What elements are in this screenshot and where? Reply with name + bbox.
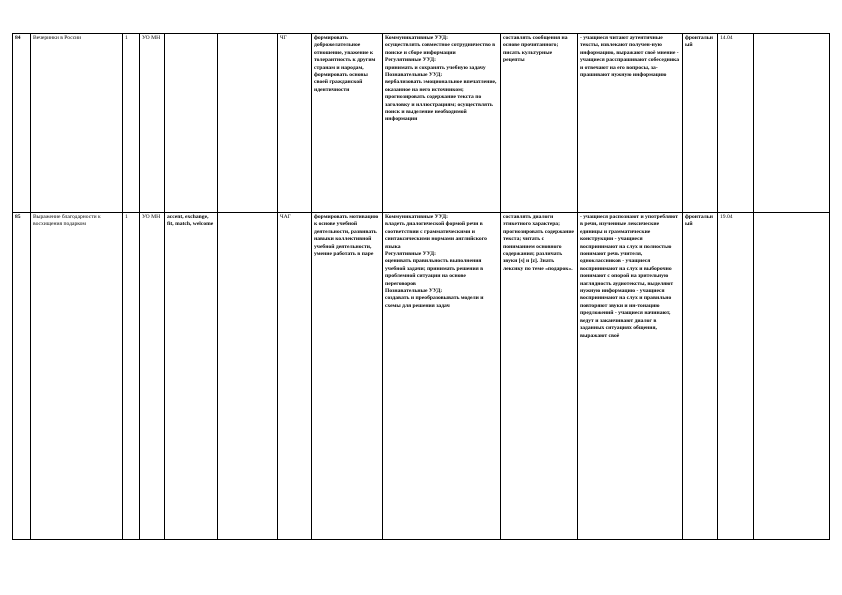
uud-text: оценивать правильность выполнения учебной задачи; принимать решения в проблемной ситуации на основе переговоров (385, 258, 484, 287)
uud-text: осуществлять совместное сотрудничество в поиске и сборе информации (385, 42, 496, 56)
grammar-cell (218, 34, 278, 213)
lesson-topic: Выражение благодарности к восхищения подарком (31, 213, 123, 540)
vocabulary-cell: accent, exchange, fit, match, welcome (165, 213, 218, 540)
table-row (13, 213, 830, 540)
lesson-number: 84 (13, 34, 31, 213)
personal-results: формировать мотивацию к основе учебной деятельности, развивать навыки коллективной учебной деятельности, умение работать в паре (312, 213, 383, 540)
lesson-date: 14.04 (718, 34, 754, 213)
uud-text: создавать и преобразовывать модели и схемы для решения задач (385, 295, 484, 309)
uud-text: принимать и сохранять учебную задачу (385, 64, 486, 71)
lesson-type: УО МН (140, 34, 165, 213)
subject-results: составлять диалоги этикетного характера; прогнозировать содержание текста; читать с пониманием основного содержания; различать звуки [s] и [z]. Знать лексику по теме «подарок». (501, 213, 578, 540)
extra-cell (754, 213, 830, 540)
subject-results: составлять сообщения на основе прочитанного; писать культурные рецепты (501, 34, 578, 213)
lesson-plan-table (12, 33, 830, 540)
uud-cell (383, 34, 501, 213)
uud-label: Регулятивные УУД: (385, 57, 437, 64)
learner-activities: - учащиеся распознают и употребляют в речи, изученные лексические единицы и грамматические конструкции - учащиеся воспринимают на слух и полностью понимают речь учителя, одноклассников - учащиеся воспринимают на слух и выборочно понимают с опорой на зрительную наглядность аудиотексты, выделяют нужную информацию - учащиеся воспринимают на слух и правильно повторяют звуки и ин-тонацию предложений - учащиеся начинают, ведут и заканчивают диалог в заданных ситуациях общения, выражают своё (578, 213, 683, 540)
grammar-cell (218, 213, 278, 540)
table-row (13, 34, 830, 213)
personal-results: формировать доброжелательное отношение, уважение к толерантность к другим странам и народам, формировать основы своей гражданской идентичности (312, 34, 383, 213)
learner-activities: - учащиеся читают аутентичные тексты, извлекают получен-ную информацию, выражают своё мнение - учащиеся расспрашивают собеседника и отвечают на его вопросы, за-прашивают нужную информацию (578, 34, 683, 213)
activity-cell: ЧАГ (278, 213, 312, 540)
uud-text: вербализовать эмоциональное впечатление, оказанное на него источником; прогнозировать содержание текста по заголовку и иллюстрациям; осуществлять поиск и выделение необходимой информации (385, 79, 497, 123)
uud-label: Познавательные УУД: (385, 288, 443, 295)
uud-label: Познавательные УУД: (385, 72, 443, 79)
control-form: фронтальный (683, 213, 718, 540)
control-form: фронтальный (683, 34, 718, 213)
vocabulary-cell (165, 34, 218, 213)
lesson-date: 19.04 (718, 213, 754, 540)
lesson-number: 85 (13, 213, 31, 540)
uud-label: Коммуникативные УУД: (385, 214, 448, 220)
lesson-hours: 1 (123, 213, 140, 540)
uud-label: Регулятивные УУД: (385, 251, 437, 258)
uud-label: Коммуникативные УУД: (385, 35, 448, 41)
lesson-hours: 1 (123, 34, 140, 213)
lesson-type: УО МН (140, 213, 165, 540)
uud-text: владеть диалогической формой речи в соответствии с грамматическими и синтаксическими нормами английского языка (385, 221, 487, 250)
lesson-topic: Вечеринки в России (31, 34, 123, 213)
activity-cell: ЧГ (278, 34, 312, 213)
uud-cell (383, 213, 501, 540)
extra-cell (754, 34, 830, 213)
